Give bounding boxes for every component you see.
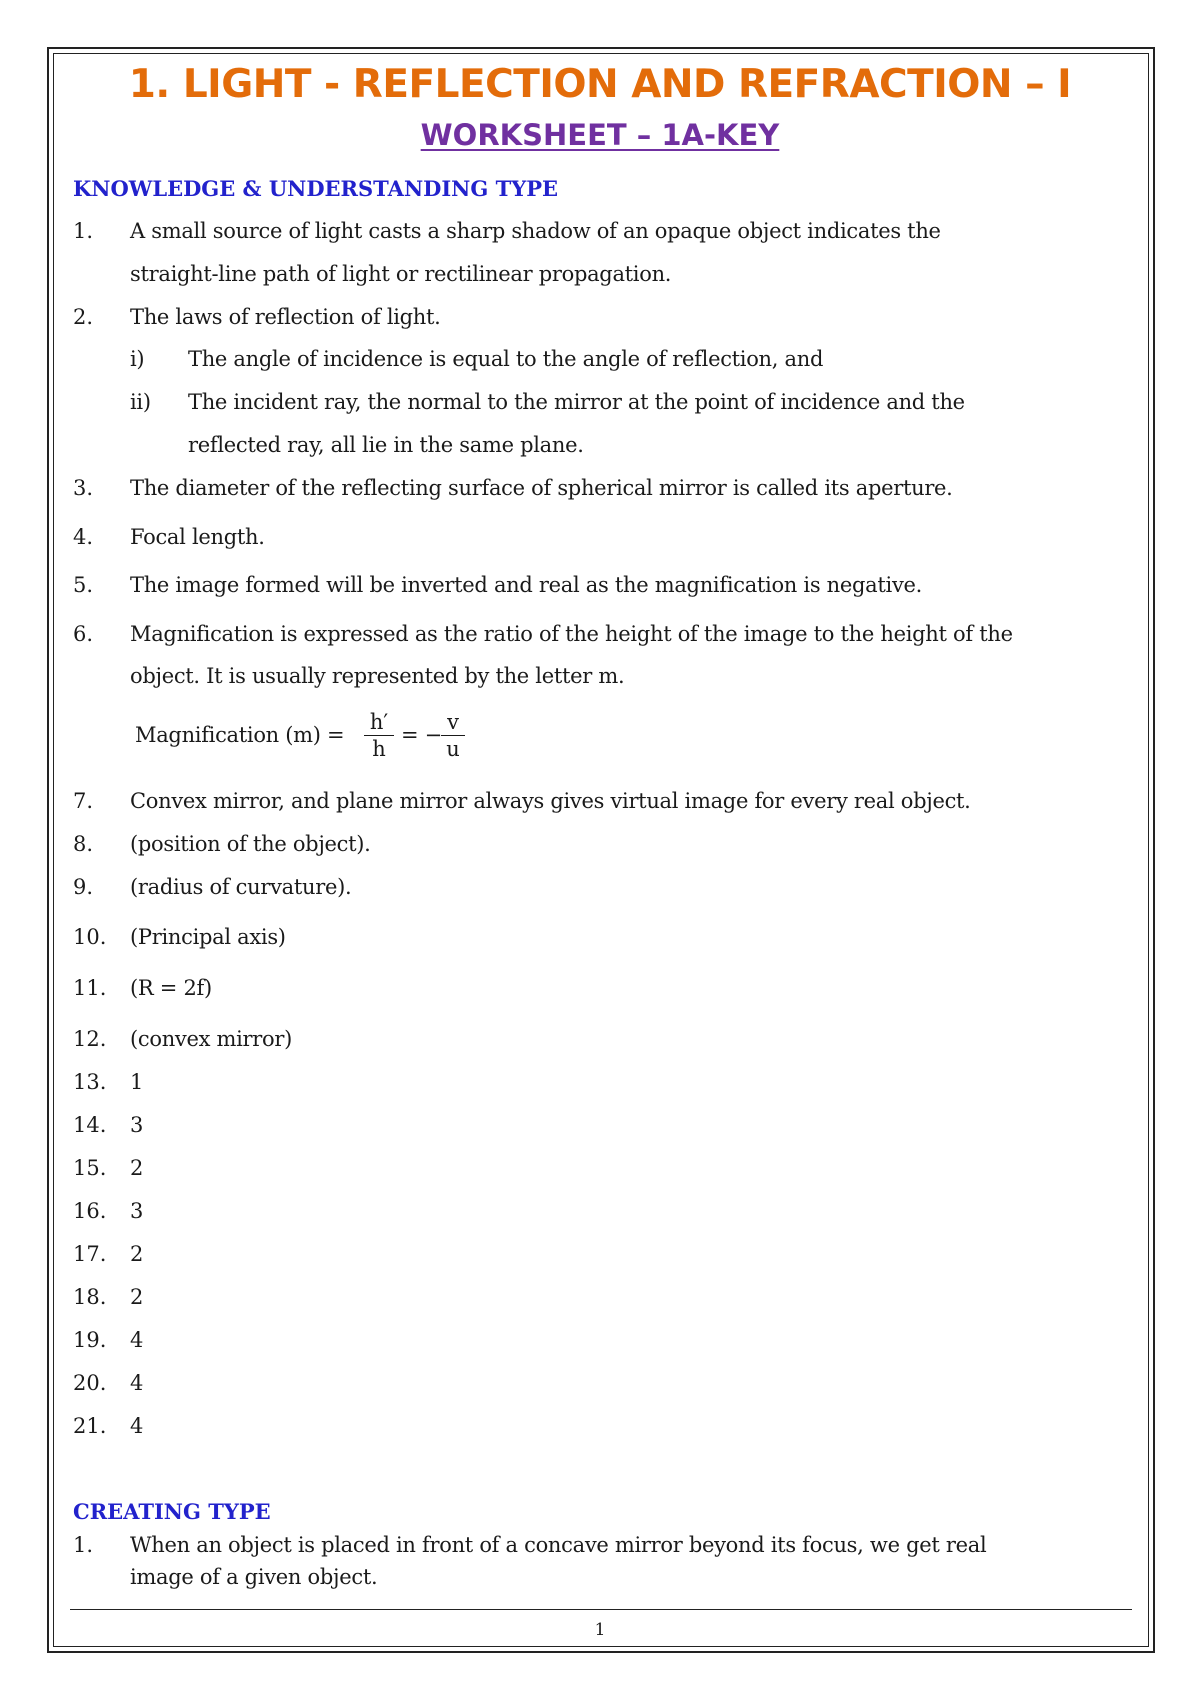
- answer-number: 10.: [73, 925, 107, 949]
- section-heading-creating: CREATING TYPE: [73, 1499, 271, 1524]
- answer-text: Convex mirror, and plane mirror always gives virtual image for every real object.: [130, 789, 971, 813]
- answer-text: 4: [130, 1414, 144, 1438]
- answer-text: 2: [130, 1156, 144, 1180]
- answer-text: (radius of curvature).: [130, 875, 352, 899]
- sub-item-text: The angle of incidence is equal to the angle of reflection, and: [188, 347, 824, 371]
- answer-text: (position of the object).: [130, 832, 371, 856]
- answer-number: 5.: [73, 573, 94, 597]
- answer-number: 21.: [73, 1414, 107, 1438]
- worksheet-subtitle: WORKSHEET – 1A-KEY: [420, 118, 780, 152]
- answer-number: 14.: [73, 1113, 107, 1137]
- answer-number: 9.: [73, 875, 94, 899]
- answer-text: 3: [130, 1199, 144, 1223]
- fraction-h-prime-over-h: [364, 709, 394, 762]
- answer-text: Focal length.: [130, 525, 265, 549]
- sub-item-text: The incident ray, the normal to the mirror at the point of incidence and the: [188, 390, 965, 414]
- fraction-denominator: h: [372, 737, 386, 761]
- fraction-v-over-u: [441, 709, 465, 762]
- answer-text: The laws of reflection of light.: [130, 305, 441, 329]
- answer-number: 8.: [73, 832, 94, 856]
- answer-number: 15.: [73, 1156, 107, 1180]
- answer-text: 4: [130, 1371, 144, 1395]
- answer-text: object. It is usually represented by the letter m.: [130, 664, 625, 688]
- answer-number: 2.: [73, 305, 94, 329]
- fraction-numerator: h′: [364, 709, 394, 736]
- answer-number: 3.: [73, 476, 94, 500]
- fraction-numerator: v: [441, 709, 465, 736]
- answer-text: Magnification is expressed as the ratio of the height of the image to the height of the: [130, 622, 1013, 646]
- page-title: 1. LIGHT - REFLECTION AND REFRACTION – I: [128, 62, 1072, 107]
- answer-number: 13.: [73, 1070, 107, 1094]
- formula-equals-negative: = −: [401, 723, 442, 747]
- answer-text: When an object is placed in front of a concave mirror beyond its focus, we get real: [130, 1533, 987, 1557]
- answer-text: 4: [130, 1328, 144, 1352]
- answer-text: 2: [130, 1285, 144, 1309]
- answer-number: 16.: [73, 1199, 107, 1223]
- answer-text: image of a given object.: [130, 1565, 378, 1589]
- answer-number: 1.: [73, 219, 94, 243]
- answer-text: 2: [130, 1242, 144, 1266]
- answer-number: 18.: [73, 1285, 107, 1309]
- answer-number: 7.: [73, 789, 94, 813]
- page-number: 1: [594, 1620, 606, 1640]
- answer-number: 12.: [73, 1027, 107, 1051]
- answer-number: 11.: [73, 976, 107, 1000]
- formula-label: Magnification (m) =: [135, 723, 345, 747]
- sub-item-text: reflected ray, all lie in the same plane.: [188, 433, 584, 457]
- answer-number: 4.: [73, 525, 94, 549]
- answer-text: The diameter of the reflecting surface of spherical mirror is called its aperture.: [130, 476, 953, 500]
- fraction-denominator: u: [446, 737, 460, 761]
- answer-text: 3: [130, 1113, 144, 1137]
- answer-text: A small source of light casts a sharp shadow of an opaque object indicates the: [130, 219, 941, 243]
- sub-item-label: ii): [130, 390, 151, 414]
- answer-number: 20.: [73, 1371, 107, 1395]
- answer-text: straight-line path of light or rectilinear propagation.: [130, 262, 672, 286]
- answer-text: (convex mirror): [130, 1027, 293, 1051]
- answer-number: 6.: [73, 622, 94, 646]
- answer-text: (Principal axis): [130, 925, 286, 949]
- section-heading-knowledge: KNOWLEDGE & UNDERSTANDING TYPE: [73, 176, 559, 201]
- answer-text: 1: [130, 1070, 144, 1094]
- answer-number: 17.: [73, 1242, 107, 1266]
- answer-text: (R = 2f): [130, 976, 212, 1000]
- footer-divider: [70, 1609, 1132, 1610]
- answer-number: 1.: [73, 1533, 94, 1557]
- answer-number: 19.: [73, 1328, 107, 1352]
- answer-text: The image formed will be inverted and real as the magnification is negative.: [130, 573, 923, 597]
- sub-item-label: i): [130, 347, 145, 371]
